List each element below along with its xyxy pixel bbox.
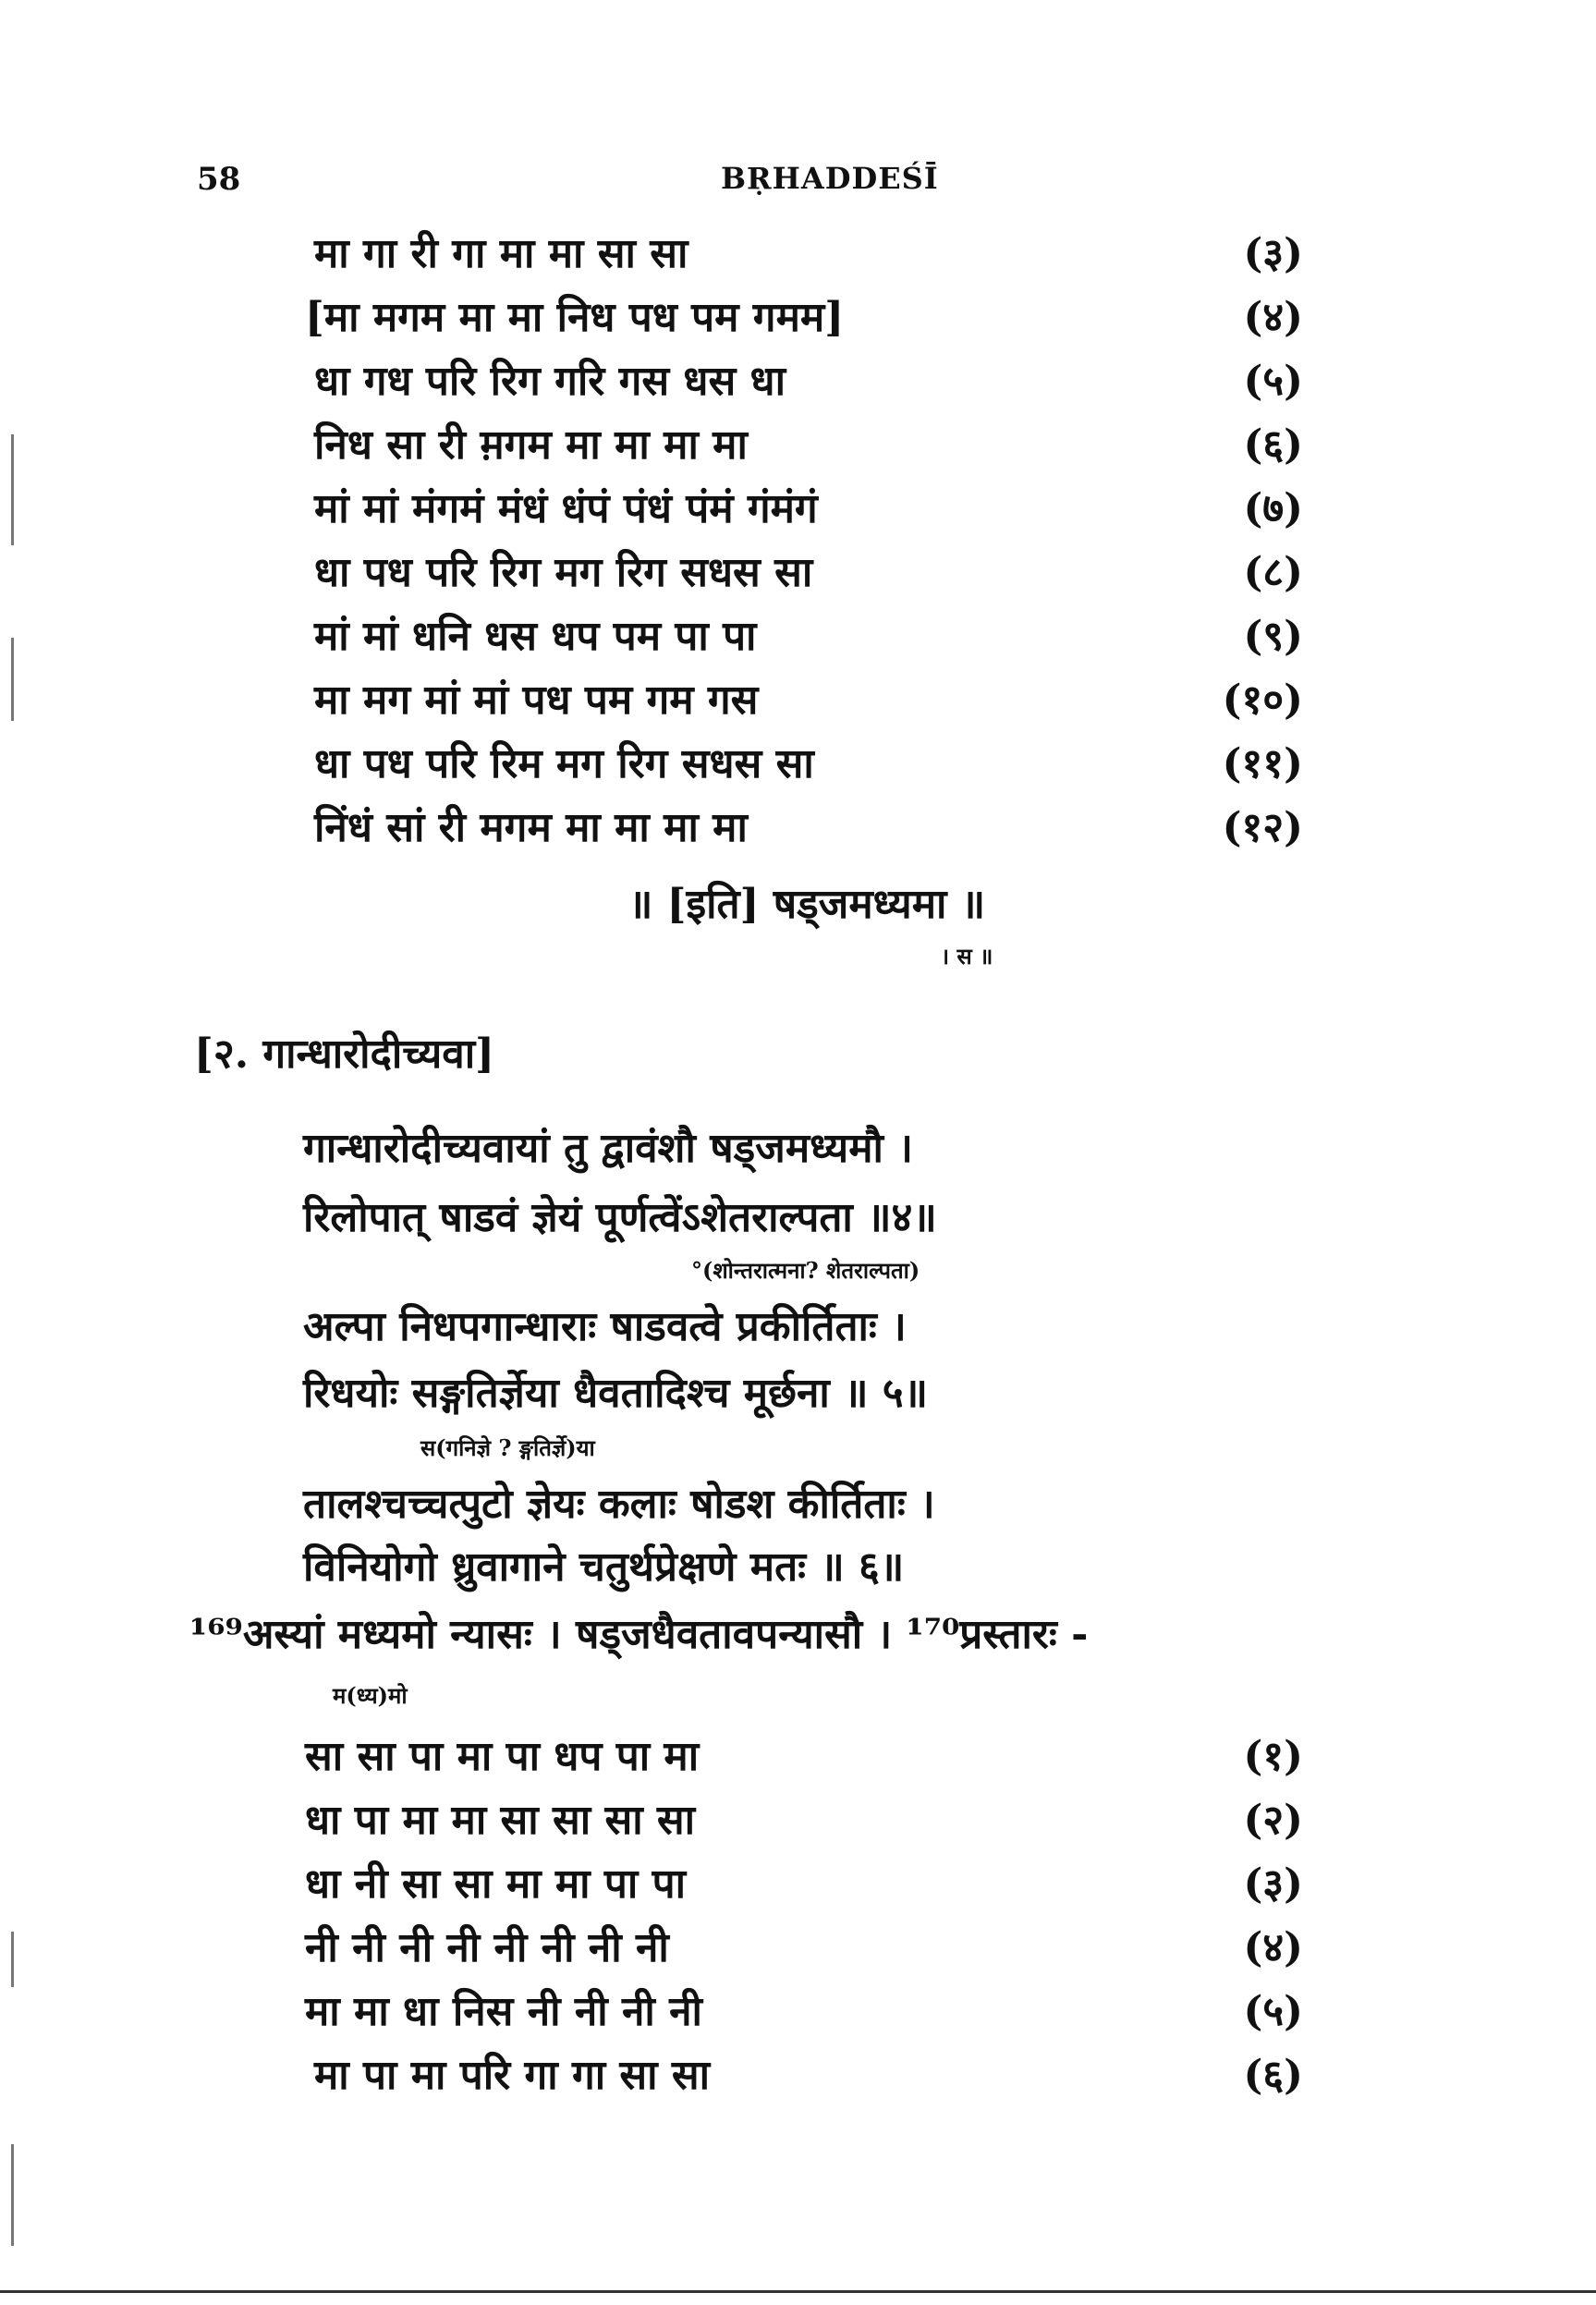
notation-number: (४) (1243, 1924, 1303, 1971)
notation-line (305, 2043, 1303, 2107)
prose-note: म(ध्य)मो (333, 1682, 408, 1709)
section-heading: [२. गान्धारोदीच्यवा] (194, 1031, 494, 1078)
notation-block-1 (305, 222, 1303, 860)
notation-number: (७) (1243, 485, 1303, 532)
notation-line (305, 413, 1303, 477)
notation-line (305, 477, 1303, 541)
scan-edge-mark (11, 2144, 14, 2246)
notation-number: (१) (1243, 1733, 1303, 1780)
prose-line: ¹⁶⁹अस्यां मध्यमो न्यासः । षड्जधैवतावपन्यासौ । ¹⁷⁰प्रस्तारः - (189, 1611, 1089, 1658)
notation-swaras: धा पा मा मा सा सा सा सा (305, 1797, 696, 1844)
notation-line (305, 222, 1303, 286)
notation-swaras: मा पा मा परि गा गा सा सा (314, 2052, 711, 2099)
notation-swaras: निंधं सां री मगम मा मा मा मा (314, 804, 748, 851)
notation-number: (९) (1243, 613, 1303, 660)
notation-line (305, 668, 1303, 732)
notation-number: (३) (1243, 1860, 1303, 1908)
running-head: BṚHADDEŚĪ (721, 161, 939, 196)
notation-number: (१२) (1222, 804, 1303, 851)
verse-line: गान्धारोदीच्यवायां तु द्वावंशौ षड्जमध्यमौ । (303, 1125, 913, 1172)
notation-number: (११) (1222, 740, 1303, 787)
verse-line: रिलोपात् षाडवं ज्ञेयं पूर्णत्वेंऽशेतराल्पता ॥४॥ (303, 1194, 937, 1241)
notation-line (305, 1725, 1303, 1788)
notation-swaras: धा नी सा सा मा मा पा पा (305, 1860, 686, 1908)
notation-number: (६) (1243, 421, 1303, 469)
notation-swaras: मा मा धा निस नी नी नी नी (305, 1988, 702, 2035)
notation-line (305, 541, 1303, 604)
notation-number: (१०) (1222, 677, 1303, 724)
notation-swaras: मां मां मंगमं मंधं धंपं पंधं पंमं गंमंगं (314, 485, 818, 532)
notation-number: (२) (1243, 1797, 1303, 1844)
notation-line (305, 1916, 1303, 1980)
notation-swaras: मा मग मां मां पध पम गम गस (314, 677, 759, 724)
notation-number: (८) (1243, 549, 1303, 596)
notation-swaras: नी नी नी नी नी नी नी नी (305, 1924, 669, 1971)
scan-edge-mark (11, 434, 14, 545)
scan-edge-mark (11, 1932, 14, 1987)
verse-line: तालश्चच्चत्पुटो ज्ञेयः कलाः षोडश कीर्तिताः । (303, 1481, 935, 1528)
notation-swaras: धा पध परि रिम मग रिग सधस सा (314, 740, 814, 787)
notation-swaras: [मा मगम मा मा निध पध पम गमम] (305, 294, 845, 341)
notation-swaras: धा गध परि रिग गरि गस धस धा (314, 358, 786, 405)
verse-note: स(गनिज्ञे ? ङ्गतिर्ज्ञे)या (420, 1434, 595, 1461)
notation-line (305, 796, 1303, 860)
notation-swaras: धा पध परि रिग मग रिग सधस सा (314, 549, 813, 596)
notation-line (305, 1788, 1303, 1852)
notation-number: (४) (1243, 294, 1303, 341)
notation-line (305, 286, 1303, 349)
verse-line: रिधयोः सङ्गतिर्ज्ञेया धैवतादिश्च मूर्छना ॥ ५॥ (303, 1370, 929, 1417)
notation-number: (६) (1243, 2052, 1303, 2099)
colophon-note: । स ॥ (941, 943, 993, 970)
notation-swaras: सा सा पा मा पा धप पा मा (305, 1733, 700, 1780)
notation-line (305, 732, 1303, 796)
verse-line: विनियोगो ध्रुवागाने चतुर्थप्रेक्षणे मतः ॥ ६॥ (303, 1543, 905, 1591)
notation-line (305, 1852, 1303, 1916)
scan-edge-mark (11, 638, 14, 721)
notation-number: (५) (1243, 358, 1303, 405)
notation-line (305, 1980, 1303, 2043)
verse-line: अल्पा निधपगान्धाराः षाडवत्वे प्रकीर्तिताः । (303, 1303, 907, 1350)
notation-swaras: निध सा री म़गम मा मा मा मा (314, 421, 748, 469)
notation-line (305, 349, 1303, 413)
notation-swaras: मां मां धनि धस धप पम पा पा (314, 613, 757, 660)
notation-line (305, 604, 1303, 668)
notation-number: (५) (1243, 1988, 1303, 2035)
notation-swaras: मा गा री गा मा मा सा सा (314, 230, 688, 277)
colophon: ॥ [इति] षड्जमध्यमा ॥ (628, 881, 986, 928)
notation-number: (३) (1243, 230, 1303, 277)
bottom-rule (0, 2290, 1596, 2293)
notation-block-2 (305, 1725, 1303, 2107)
verse-note: °(शोन्तरात्मना? शेतराल्पता) (691, 1257, 920, 1284)
page-number: 58 (197, 161, 241, 198)
